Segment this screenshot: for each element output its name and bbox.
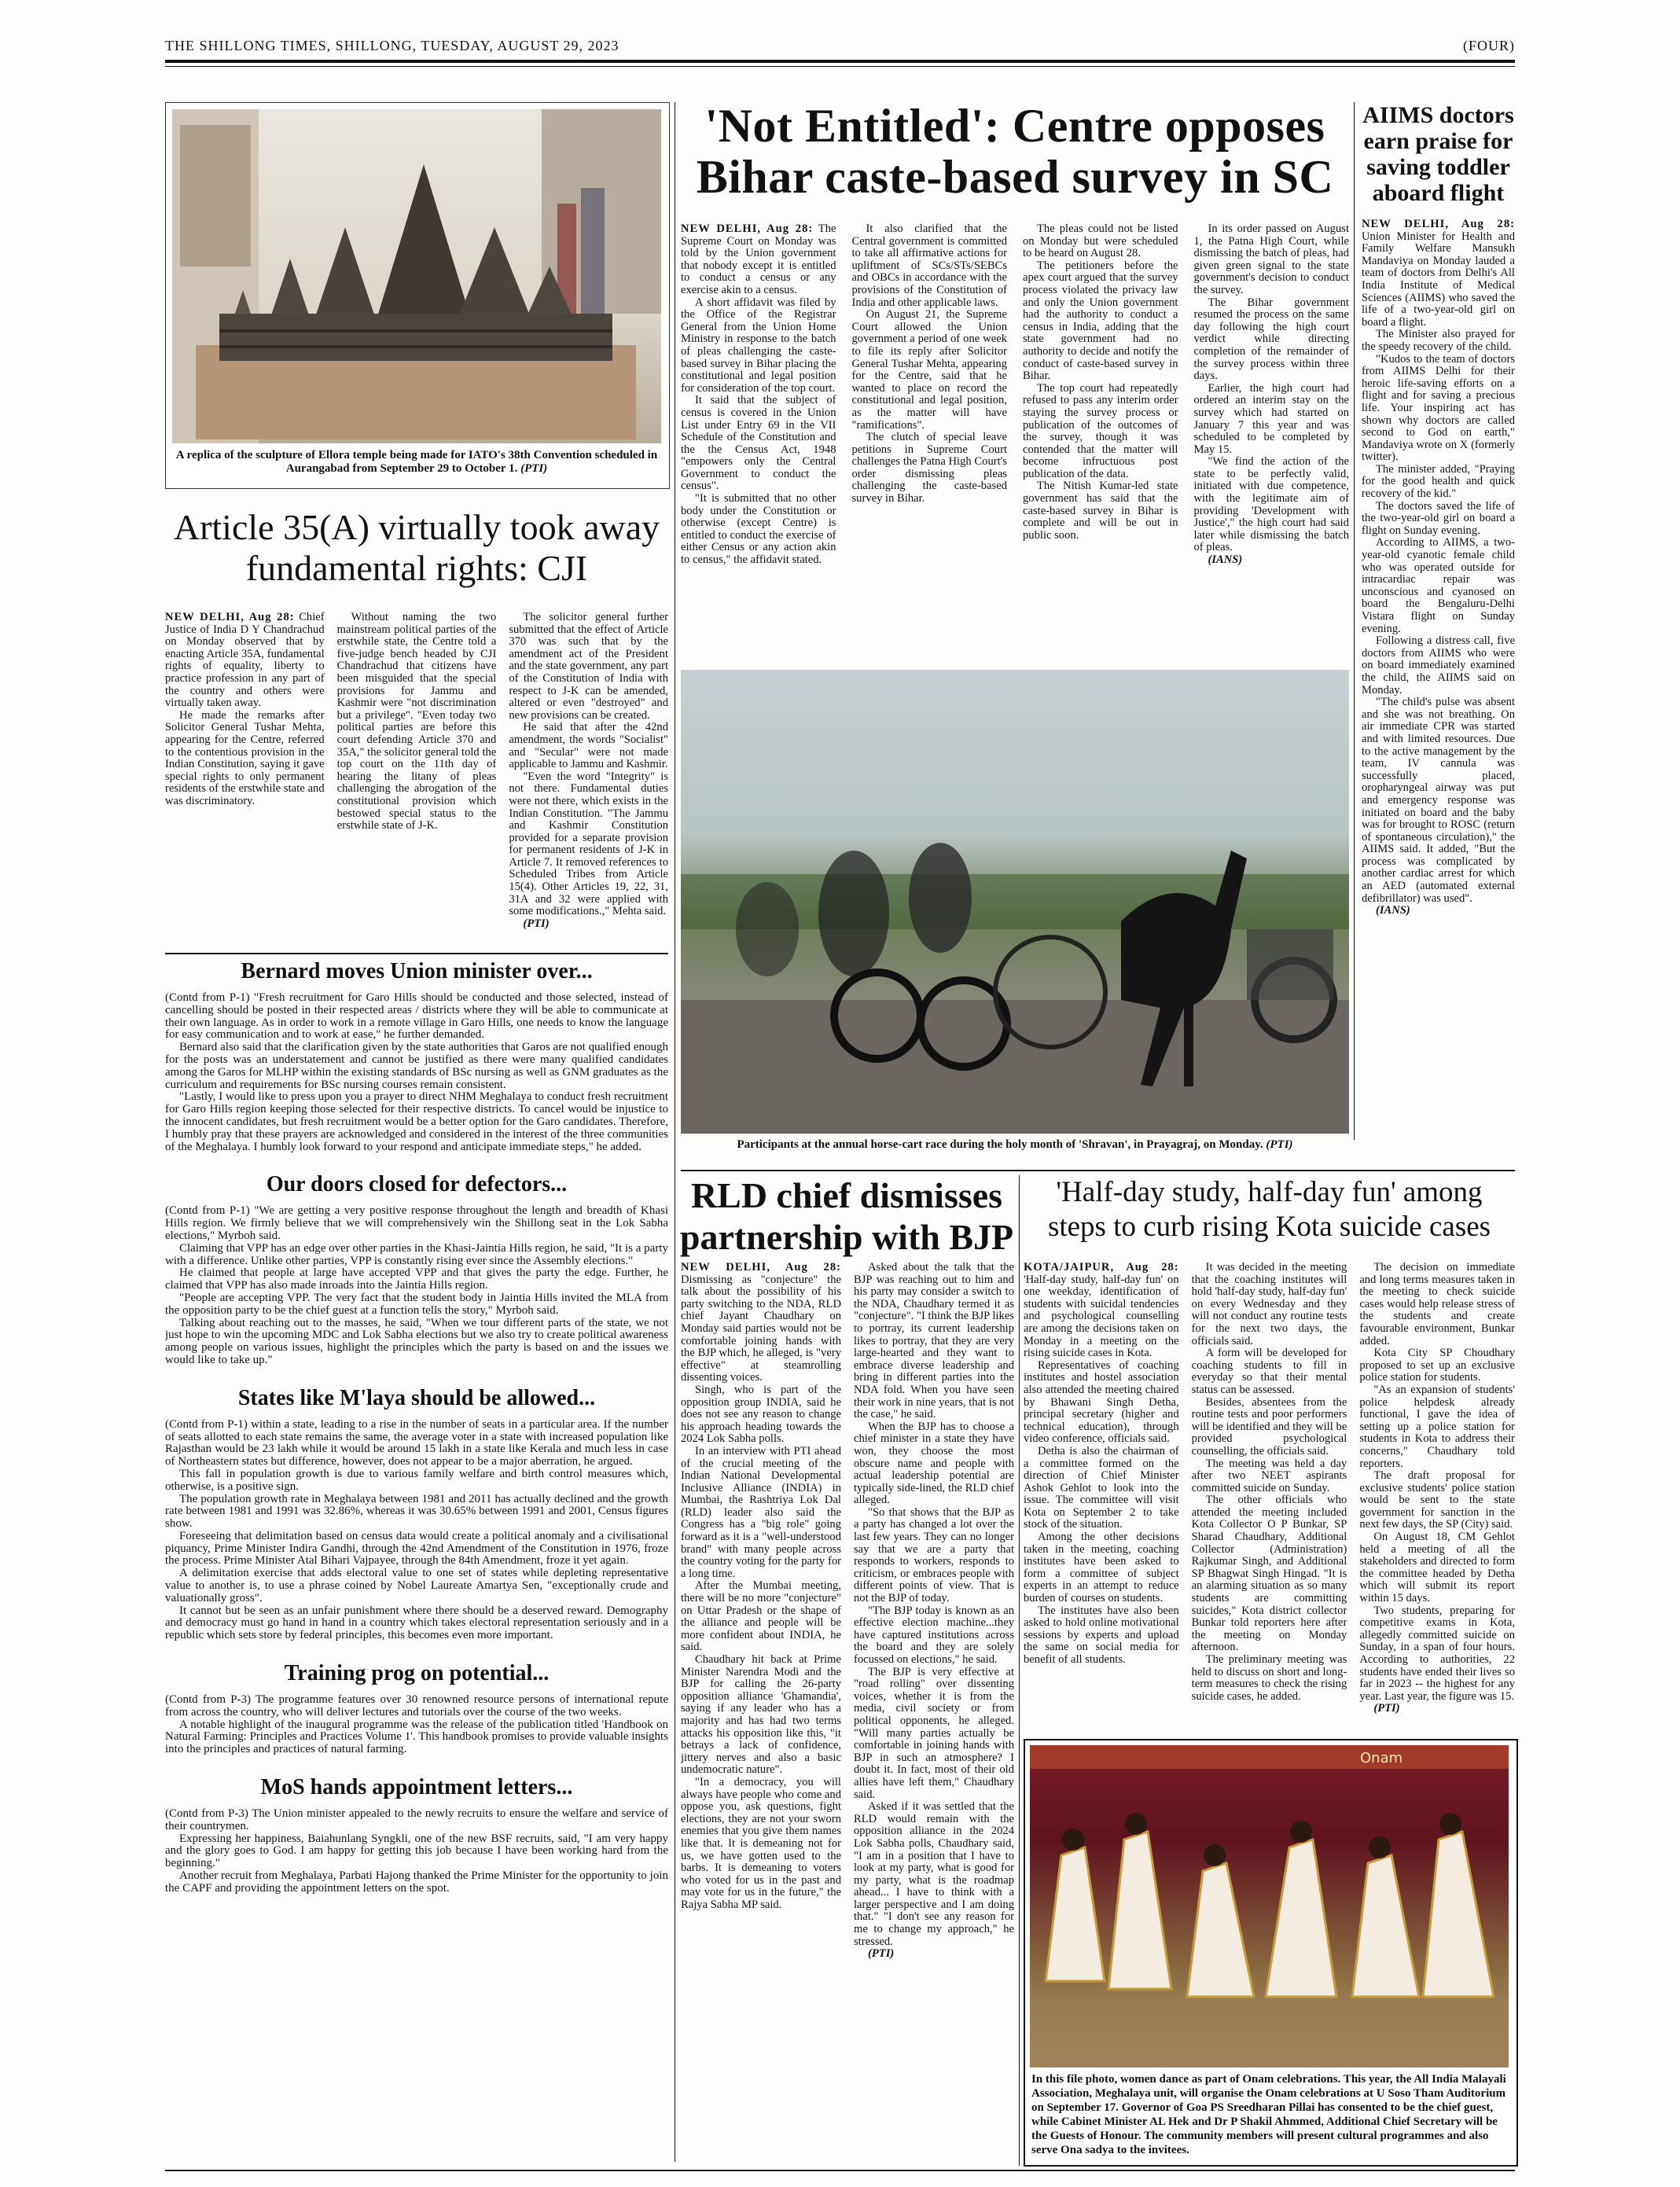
kota-para: "As an expansion of students' police helpdesk already functional, I gave the idea of setting up a police station for students in Kota to address their concerns," Chaudhary told reporters. [1359,1383,1515,1470]
col-rule-right [1354,102,1355,1140]
folio-page-number: (FOUR) [1462,38,1515,53]
onam-dance-image [1030,1745,1509,2068]
bihar-para: It said that the subject of census is covered in the Union List under Entry 69 in the VII Schedule of the Constitution and the the Census Act, 1948 "empowers only the Central Government to conduct the census". [681,394,836,493]
mos-headline: MoS hands appointment letters... [260,1775,573,1800]
cji-para: "Even the word "Integrity" is not there. Fundamental duties were not there, which exists in the Indian Constitution. "The Jammu and Kashmir Constitution provided for a separate provision for permanent residents of J-K in Article 7. It removed references to Scheduled Tribes from Article 15(4). Other Articles 19, 22, 31, 31A and 32 were applied with some modifications.," Mehta said. [509,770,668,918]
kota-para: The other officials who attended the meeting included Kota Collector O P Bunkar, SP Sharad Chaudhary, Additional Collector (Administration) Rajkumar Singh, and Additional SP Bhagwat Singh Hingad. "It is an alarming situation as so many students are committing suicides," Kota district collector Bunkar told reporters here after the meeting on Monday afternoon. [1191,1494,1347,1654]
ellora-caption [172,449,661,483]
states-para: Foreseeing that delimitation based on census data would create a political anomaly and a civilisational piquancy, Prime Minister Indira Gandhi, through the 42nd Amendment of the Constitution in 1976, froze the process. Prime Minister Atal Bihari Vajpayee, through the 84th Amendment, froze it yet again. [165,1529,668,1568]
ellora-temple-image [172,109,661,443]
kota-col-2 [1192,1262,1347,1730]
bihar-para: In its order passed on August 1, the Patna High Court, while dismissing the batch of pleas, had given green signal to the state government's decision to conduct the survey. [1193,223,1349,296]
states-para: The population growth rate in Meghalaya between 1981 and 2011 has actually declined and the growth rate between 1981 and 1991 was 32.86%, whereas it was 30.65% between 1991 and 2001, Census figures show. [165,1492,668,1531]
aiims-para: Union Minister for Health and Family Welfare Mansukh Mandaviya on Monday lauded a team of doctors from Delhi's All India Institute of Medical Sciences (AIIMS) who saved the life of a two-year-old girl on board a flight. [1362,230,1515,329]
rld-para: Dismissing as "conjecture" the talk about the possibility of his party switching to the NDA, RLD chief Jayant Chaudhary on Monday said parties would not be comfortable joining hands with the BJP which, he alleged, is "very effective" at steamrolling dissenting voices. [681,1273,841,1384]
cji-col-2 [337,612,497,950]
bernard-para: Bernard also said that the clarification given by the state authorities that Garos are not qualified enough for the posts was an understatement and cannot be justified as there were many qualified candidates among the Garos for MLHP within the existing standards of BSc nursing as well as GNM graduates as the curriculum and requirements for BSc nursing courses remain consistent. [165,1041,668,1091]
ellora-credit: (PTI) [520,462,548,475]
kota-para: 'Half-day study, half-day fun' on one weekday, identification of students with suicidal tendencies and psychological counselling are among the decisions taken on Monday in a meeting on the rising suicide cases in Kota. [1024,1273,1179,1360]
training-para: (Contd from P-3) The programme features over 30 renowned resource persons of international repute from across the country, who will deliver lectures and tutorials over the course of the two weeks. [165,1693,668,1718]
rld-kota-rule [1019,1175,1020,2166]
aiims-para: According to AIIMS, a two-year-old cyanotic female child who was operated outside for intracardiac repair was unconscious and cyanosed on board the Bengaluru-Delhi Vistara flight on Sunday evening. [1362,536,1515,635]
kota-para: The draft proposal for exclusive students' police station would be sent to the state government for sanction in the next few days, the SP (City) said. [1359,1469,1515,1531]
aiims-para: "Kudos to the team of doctors from AIIMS Delhi for their heroic life-saving efforts on a flight and for saving a precious life. Your inspiring act has shown why doctors are called second to God on earth," Mandaviya wrote on X (formerly twitter). [1362,352,1515,464]
cji-para: He said that after the 42nd amendment, the words "Socialist" and "Secular" were not made applicable to Jammu and Kashmir. [509,721,668,771]
ellora-box [165,102,670,489]
cji-para: Without naming the two mainstream political parties of the erstwhile state, the Centre told a five-judge bench headed by CJI Chandrachud that citizens have been misguided that the special provisions for Jammu and Kashmir were "not discrimination but a privilege". "Even today two political parties are before this court defending Article 370 and 35A," the solicitor general told the top court on the 11th day of hearing the litany of pleas challenging the abrogation of the constitutional provision which bestowed special status to the erstwhile state of J-K. [336,612,497,833]
bihar-para: On August 21, the Supreme Court allowed the Union government a period of one week to file its reply after Solicitor General Tushar Mehta, appearing for the Centre, said that he wanted to place on record the constitutional and legal position, as the matter will have "ramifications". [851,308,1007,432]
folio [165,38,1515,60]
kota-para: Kota City SP Choudhary proposed to set up an exclusive police station for students. [1359,1347,1515,1384]
states-para: A delimitation exercise that adds electoral value to one set of states while depleting representative value to another is, to use a phrase coined by Nobel Laureate Amartya Sen, "exceptionally crude and valuationally gross". [165,1567,668,1604]
bihar-para: The clutch of special leave petitions in Supreme Court challenges the Patna High Court's order dismissing pleas challenging the caste-based survey in Bihar. [851,431,1007,505]
folio-left: THE SHILLONG TIMES, SHILLONG, TUESDAY, AUGUST 29, 2023 [165,38,619,53]
bihar-para: The Nitish Kumar-led state government has said that the caste-based survey in Bihar is complete and will be out in public soon. [1023,480,1178,542]
bottom-rule [165,2170,1515,2171]
kota-para: It was decided in the meeting that the coaching institutes will hold 'half-day study, half-day fun' on every Wednesday and they will not conduct any routine tests for the next two days, the officials said. [1191,1262,1347,1347]
states-para: (Contd from P-1) within a state, leading to a rise in the number of seats in a particular area. If the number of seats allotted to each state remains the same, the average voter in a state with increased population like Rajasthan would be 23 lakh while it would be around 15 lakh in a state like Kerala and much less in case of Northeastern states but difference, however, does not appear to be a major aberration, he argued. [165,1417,668,1468]
rld-para: After the Mumbai meeting, there will be no more "conjecture" on Uttar Pradesh or the shape of the alliance and people will be more confident about INDIA, he said. [681,1579,841,1654]
aiims-para: Following a distress call, five doctors from AIIMS who were on board immediately examined the child, the AIIMS said on Monday. [1362,634,1515,697]
bihar-headline [681,101,1349,203]
doors-para: He claimed that people at large have accepted VPP and that gives the party the edge. Further, he claimed that VPP has also made inroads into the Jaintia Hills region. [165,1266,668,1292]
rld-para: "The BJP today is known as an effective election machine...they have captured institutions across the board and they are solely focussed on elections," he said. [854,1604,1014,1666]
continuations [165,959,668,2166]
horse-box [681,670,1349,1163]
kota-body [1024,1262,1515,1730]
rld-para: "So that shows that the BJP as a party has changed a lot over the last few years. They can no longer say that we are a party that responds to workers, responds to criticism, or embraces people with different points of view. That is not the BJP of today. [854,1505,1014,1605]
rld-body [681,1262,1014,2166]
bihar-para: "It is submitted that no other body under the Constitution or otherwise (except Centre) is entitled to conduct the exercise of either Census or any action akin to census," the affidavit stated. [681,492,836,567]
states-para: It cannot but be seen as an unfair punishment where there should be a deserved reward. Demography and democracy must go hand in hand in a country which takes electoral representation seriously and in a republic which sets store by federal principles, this becomes even more important. [165,1604,668,1642]
bihar-col-1 [681,223,836,657]
horse-photo [681,670,1349,1134]
cji-col-1 [165,612,325,950]
doors-headline: Our doors closed for defectors... [266,1172,568,1197]
cji-para: The solicitor general further submitted that the effect of Article 370 was such that by the amendment act of the President and the state government, any part of the Constitution of India with respect to J-K can be amended, altered or even "destroyed" and new provisions can be created. [509,612,668,722]
bernard-para: "Lastly, I would like to press upon you a prayer to direct NHM Meghalaya to conduct fresh recruitment for Garo Hills region keeping those selected for their respective districts. To cancel would be injustice to the innocent candidates, but fresh recruitment would be a better option for the Garo candidates. Therefore, I humbly pray that these prayers are acknowledged and considered in the interest of the three communities of the Meghalaya. I humbly look forward to your respond and anticipate immediate steps," he added. [165,1090,668,1153]
states-para: This fall in population growth is due to various family welfare and birth control measures which, otherwise, is a positive sign. [165,1467,668,1493]
kota-dateline: KOTA/JAIPUR, Aug 28: [1024,1262,1179,1274]
bihar-para: "We find the action of the state to be perfectly valid, initiated with due competence, with the legitimate aim of providing 'Development with Justice'," the high court had said later while dismissing the batch of pleas. [1193,455,1349,554]
rld-para: When the BJP has to choose a chief minister in a state they have won, they choose the most obscure name and people with actual leadership potential are typically side-lined, the RLD chief alleged. [854,1420,1014,1507]
training-body [165,1694,668,1756]
aiims-para: The Minister also prayed for the speedy recovery of the child. [1362,328,1515,353]
horse-race-image [681,670,1349,1134]
kota-headline-line-2: steps to curb rising Kota suicide cases [1047,1211,1491,1244]
kota-para: The meeting was held a day after two NEET aspirants committed suicide on Sunday. [1191,1457,1347,1494]
horse-caption-text: Participants at the annual horse-cart race during the holy month of 'Shravan', in Prayagraj, on Monday. [737,1138,1263,1151]
kota-headline [1024,1175,1515,1245]
cji-body [165,612,668,950]
onam-banner-text: Onam [1360,1750,1403,1766]
bernard-body [165,992,668,1153]
bihar-credit: (IANS) [1208,553,1243,567]
doors-para: (Contd from P-1) "We are getting a very positive response throughout the length and breadth of Khasi Hills region. We firmly believe that we will comprehensively win the Shillong seat in the Lok Sabha elections," Myrboh said. [165,1204,668,1242]
doors-para: "People are accepting VPP. The very fact that the student body in Jaintia Hills invited the MLA from the opposition party to be the chief guest at a function tells the story," Myrboh said. [165,1291,668,1317]
states-headline: States like M'laya should be allowed... [237,1385,596,1410]
bihar-para: It also clarified that the Central government is committed to take all affirmative actions for upliftment of SCs/STs/SEBCs and OBCs in accordance with the provisions of the Constitution of India and other applicable laws. [851,223,1007,309]
training-headline: Training prog on potential... [284,1661,550,1686]
aiims-para: The doctors saved the life of the two-year-old girl on board a flight on Sunday evening. [1362,499,1515,537]
cji-dateline: NEW DELHI, Aug 28: [165,612,295,623]
top-rule [165,60,1515,63]
cji-headline: Article 35(A) virtually took away fundamental rights: CJI [173,507,660,588]
kota-para: The preliminary meeting was held to discuss on short and long-term measures to check the rising suicide cases, he added. [1191,1653,1347,1703]
kota-credit: (PTI) [1373,1702,1400,1715]
mos-para: Another recruit from Meghalaya, Parbati Hajong thanked the Prime Minister for the opportunity to join the CAPF and providing the appointment letters on the spot. [165,1869,668,1895]
kota-para: Two students, preparing for competitive exams in Kota, allegedly committed suicide on Sunday, in a span of four hours. According to authorities, 22 students have ended their lives so far in 2023 -- the highest for any year. Last year, the figure was 15. [1359,1604,1515,1703]
rld-para: Singh, who is part of the opposition group INDIA, said he does not see any reason to change his approach heading towards the 2024 Lok Sabha polls. [681,1383,841,1446]
bihar-headline-line-2: Bihar caste-based survey in SC [696,150,1334,203]
onam-caption: In this file photo, women dance as part of Onam celebrations. This year, the All India Malayali Association, Meghalaya unit, will organise the Onam celebrations at U Soso Tham Auditorium on September 17. Governor of Goa PS Sreedharan Pillai has consented to be the chief guest, while Cabinet Minister AL Hek and Dr P Shakil Ahmmed, Additional Chief Secretary will be the Guests of Honour. The community members will present cultural programmes and also serve Ona sadya to the invitees. [1031,2073,1506,2156]
onam-photo [1030,1745,1509,2068]
bernard-headline: Bernard moves Union minister over... [241,959,593,983]
kota-headline-line-1: 'Half-day study, half-day fun' among [1056,1176,1483,1208]
kota-para: The institutes have also been asked to hold online motivational sessions by experts and upload the same on social media for benefit of all students. [1024,1604,1179,1666]
mid-divider [681,1170,1515,1171]
rld-dateline: NEW DELHI, Aug 28: [681,1262,841,1274]
top-rule-thin [165,66,1515,67]
states-body [165,1419,668,1642]
doors-para: Talking about reaching out to the masses, he said, "When we tour different parts of the state, we not just hope to win the upcoming MDC and Lok Sabha elections but we also try to create political awareness among people on various issues, highlight the principles which the party is based on and the issues we would like to take up." [165,1316,668,1366]
rld-para: The BJP is very effective at "road rolling" over dissenting voices, whether it is from the media, civil society or from political opponents, he alleged. "Will many parties actually be comfortable in joining hands with BJP in such an atmosphere? I doubt it. In fact, most of their old allies have left them," Chaudhary said. [854,1665,1014,1801]
rld-col-1 [681,1262,841,2166]
cji-para: He made the remarks after Solicitor General Tushar Mehta, appearing for the Centre, referred to the contentious provision in the Indian Constitution, saying it gave special rights to only permanent residents of the erstwhile state and was discriminatory. [165,708,325,807]
doors-body [165,1205,668,1366]
ellora-caption-text: A replica of the sculpture of Ellora temple being made for IATO's 38th Convention scheduled in Aurangabad from September 29 to October 1. [175,449,658,475]
aiims-para: The minister added, "Praying for the good health and quick recovery of the kid." [1362,462,1515,501]
doors-para: Claiming that VPP has an edge over other parties in the Khasi-Jaintia Hills region, he said, "It is a party with a difference. Unlike other parties, VPP is constantly rising ever since the Assembly elections." [165,1241,668,1267]
aiims-headline: AIIMS doctors earn praise for saving toddler aboard flight [1362,102,1514,206]
rld-para: Asked about the talk that the BJP was reaching out to him and his party may consider a switch to the NDA, Chaudhary termed it as "conjecture". "I think the BJP likes to portray, its current leadership likes to portray, that they are very large-hearted and they want to embrace diverse leadership and bring in different parties into the NDA fold. When you have seen their work in nine years, that is not the case," he said. [854,1262,1014,1421]
cji-credit: (PTI) [523,917,550,930]
cji-col-3 [509,612,668,950]
aiims-body [1362,219,1515,1145]
bihar-para: Earlier, the high court had ordered an interim stay on the survey which had started on January 7 this year and was scheduled to be completed by May 15. [1193,381,1349,456]
bihar-col-3 [1023,223,1178,657]
rld-credit: (PTI) [868,1947,895,1961]
rld-col-2 [854,1262,1014,2166]
bihar-para: A short affidavit was filed by the Office of the Registrar General from the Union Home Ministry in response to the batch of pleas challenging the caste-based survey in Bihar placing the constitutional and legal position for consideration of the top court. [681,296,836,395]
rld-para: In an interview with PTI ahead of the crucial meeting of the Indian National Developmental Inclusive Alliance (INDIA) in Mumbai, the Rashtriya Lok Dal (RLD) leader also said the Congress has a "big role" going forward as it is a "well-understood brand" with many people across the country voting for the party for a long time. [681,1444,841,1580]
kota-para: A form will be developed for coaching students to fill in everyday so that their mental status can be assessed. [1191,1347,1347,1396]
kota-para: Among the other decisions taken in the meeting, coaching institutes have been asked to form a committee of subject experts in an attempt to reduce burden of courses on students. [1024,1531,1179,1605]
bihar-headline-line-1: 'Not Entitled': Centre opposes [704,100,1325,152]
bernard-para: (Contd from P-1) "Fresh recruitment for Garo Hills should be conducted and those selected, instead of cancelling should be posted in their respected areas / districts where they will be able to communicate at their own language. As in order to work in a remote village in Garo Hills, one needs to know the language for easy communication and to work at ease," he further demanded. [165,991,668,1042]
kota-para: The decision on immediate and long terms measures taken in the meeting to check suicide cases would help release stress of the students and create favourable environment, Bunkar added. [1359,1262,1515,1347]
bihar-dateline: NEW DELHI, Aug 28: [681,223,814,235]
aiims-dateline: NEW DELHI, Aug 28: [1362,219,1515,230]
ellora-photo [172,109,661,443]
bihar-body [681,223,1349,657]
mos-body [165,1808,668,1895]
bihar-para: The pleas could not be listed on Monday but were scheduled to be heard on August 28. [1023,223,1178,260]
training-para: A notable highlight of the inaugural programme was the release of the publication titled 'Handbook on Natural Farming: Principles and Practices Volume 1'. This handbook promises to provide valuable insights into the principles and practices of natural farming. [165,1718,668,1756]
rld-headline: RLD chief dismisses partnership with BJP [679,1175,1014,1257]
bihar-para: The top court had repeatedly refused to pass any interim order staying the survey process or publication of the outcomes of the survey, though it was contended that the matter will become infructuous post publication of the data. [1023,381,1178,480]
bihar-col-2 [852,223,1008,657]
bihar-para: The Supreme Court on Monday was told by the Union government that nobody except it is entitled to conduct a census or any exercise akin to a census. [681,223,836,296]
bihar-col-4 [1194,223,1350,657]
cji-para: Chief Justice of India D Y Chandrachud on Monday observed that by enacting Article 35A, fundamental rights of equality, liberty to practice profession in any part of the country and others were virtually taken away. [165,612,325,710]
left-divider-1 [165,953,668,954]
bihar-para: The petitioners before the apex court argued that the survey process violated the privacy law and only the Union government had the authority to conduct a census in India, adding that the state government had no authority to decide and notify the conduct of caste-based survey in Bihar. [1023,259,1178,383]
onam-box [1024,1739,1518,2167]
kota-para: On August 18, CM Gehlot held a meeting of all the stakeholders and directed to form the committee headed by Detha which will submit its report within 15 days. [1359,1531,1515,1605]
kota-col-3 [1359,1262,1515,1730]
rld-para: "In a democracy, you will always have people who come and oppose you, ask questions, fight elections, they are not your sworn enemies that you give them names like that. It is demeaning not for us, we have gotten used to the barbs. It is demeaning to voters who voted for us in the past and may vote for us in the future," the Rajya Sabha MP said. [681,1775,841,1911]
kota-para: Representatives of coaching institutes and hostel association also attended the meeting chaired by Bhawani Singh Detha, principal secretary (higher and technical education), through video conference, officials said. [1024,1358,1179,1446]
horse-caption [681,1138,1349,1160]
rld-para: Chaudhary hit back at Prime Minister Narendra Modi and the BJP for calling the 26-party opposition alliance 'Ghamandia', saying if any leader who has a majority and has had two terms attacks his opposition like this, "it betrays a lack of confidence, jittery nerves and also a basic undemocratic nature". [681,1653,841,1777]
kota-col-1 [1024,1262,1179,1730]
aiims-credit: (IANS) [1376,904,1410,917]
bihar-para: The Bihar government resumed the process on the same day following the high court verdict while directing completion of the remainder of the survey process within three days. [1193,296,1349,383]
mos-para: (Contd from P-3) The Union minister appealed to the newly recruits to ensure the welfare and service of their countrymen. [165,1807,668,1832]
rld-para: Asked if it was settled that the RLD would remain with the opposition alliance in the 2024 Lok Sabha polls, Chaudhary said, "I am in a position that I have to look at my party, what is good for my party, what is the roadmap ahead... I have to think with a larger perspective and I am doing that." "I don't see any reason for me to change my approach," he stressed. [854,1800,1014,1948]
kota-para: Besides, absentees from the routine tests and poor performers will be identified and they will be provided psychological counselling, the officials said. [1191,1395,1347,1457]
mos-para: Expressing her happiness, Baiahunlang Syngkli, one of the new BSF recruits, said, "I am very happy and the glory goes to God. I am happy for getting this job because I have been working hard from the beginning." [165,1832,668,1870]
horse-credit: (PTI) [1266,1138,1293,1151]
aiims-para: "The child's pulse was absent and she was not breathing. On air immediate CPR was started and with limited resources. Due to the active management by the team, IV cannula was successfully placed, oropharyngeal airway was put and emergency response was initiated on board and the baby was for brought to ROSC (return of spontaneous circulation)," the AIIMS said. It added, "But the process was complicated by another cardiac arrest for which an AED (automated external defibrillator) was used". [1362,696,1515,905]
kota-para: Detha is also the chairman of a committee formed on the direction of Chief Minister Ashok Gehlot to look into the issue. The committee will visit Kota on September 2 to take stock of the situation. [1024,1444,1179,1531]
